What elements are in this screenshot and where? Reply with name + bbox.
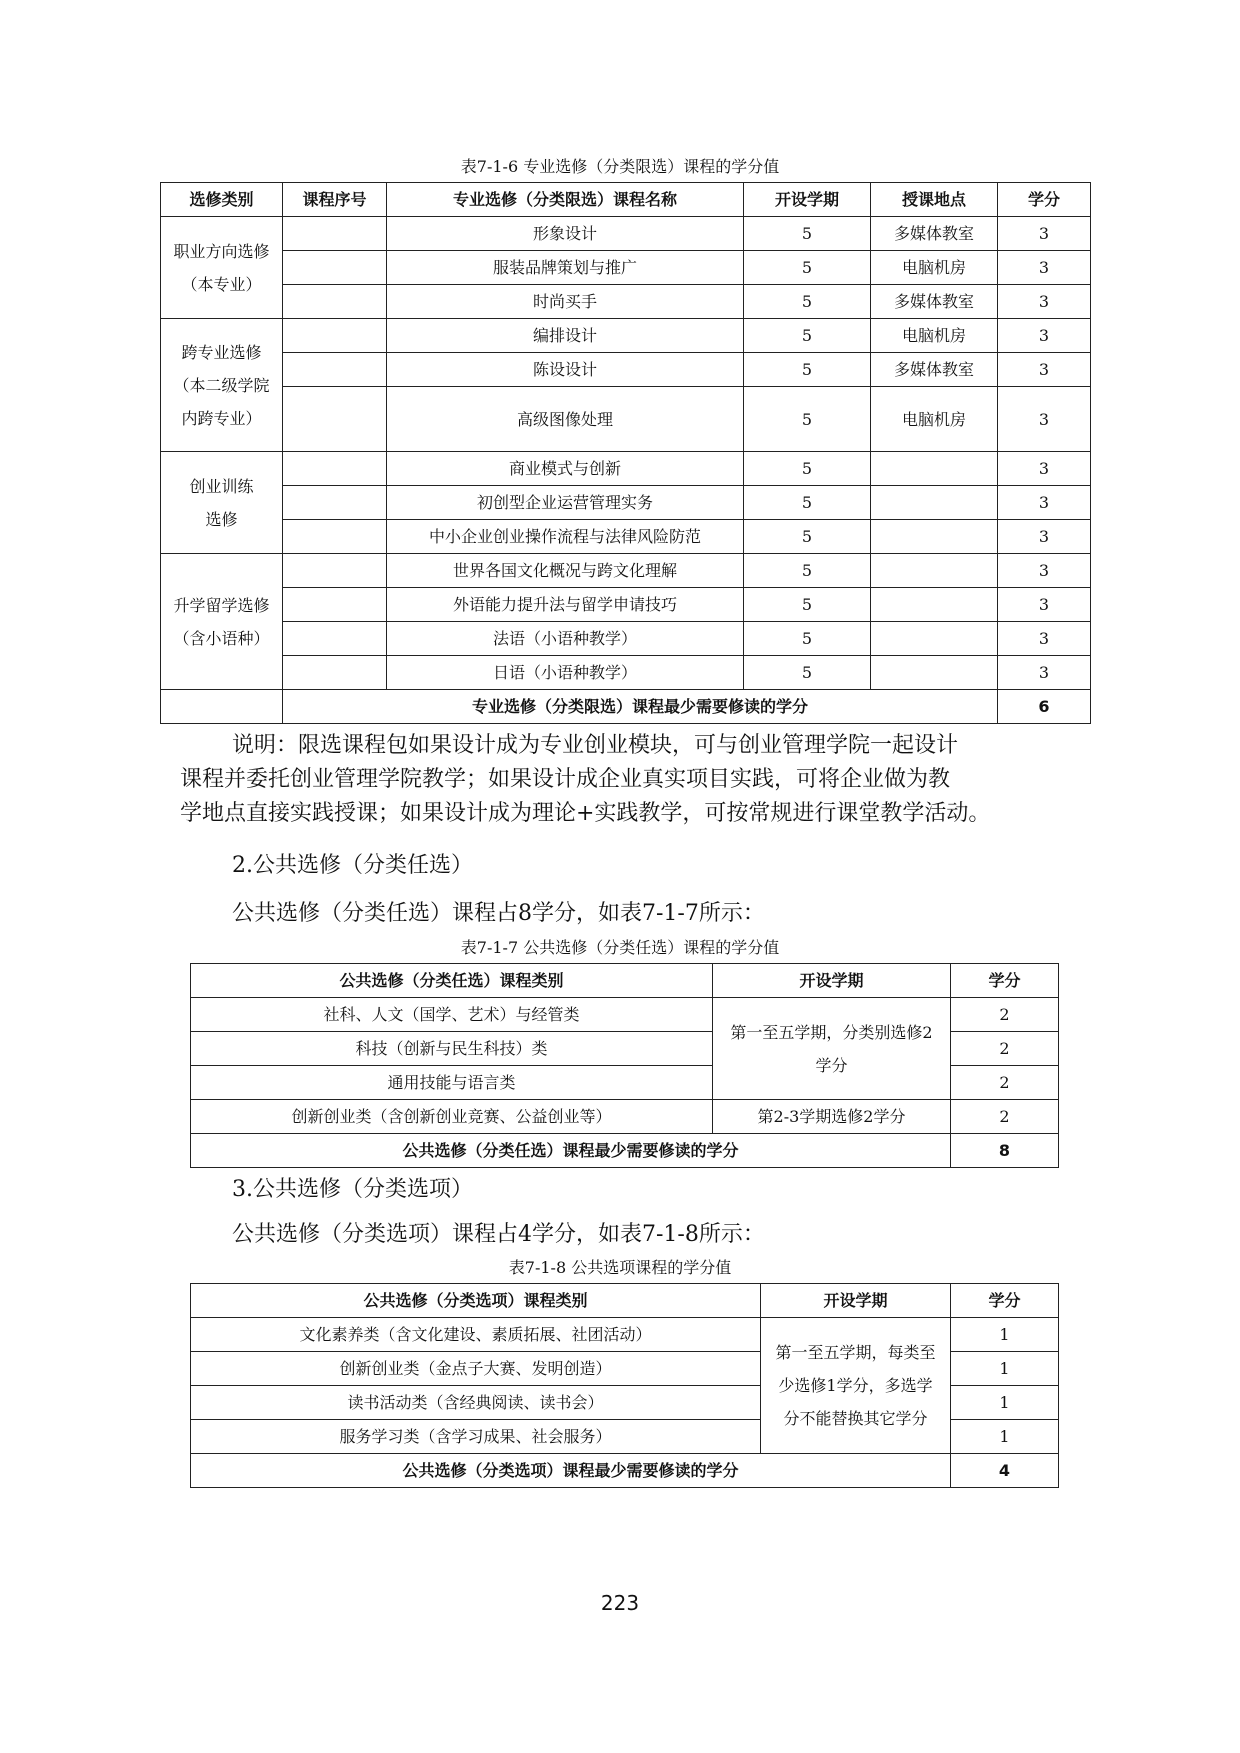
table3-header-cell: 开设学期: [761, 1284, 951, 1318]
credit-cell: 3: [998, 452, 1091, 486]
course-number-cell: [283, 387, 387, 452]
course-name-cell: 初创型企业运营管理实务: [387, 486, 744, 520]
credit-cell: 3: [998, 251, 1091, 285]
course-name-cell: 商业模式与创新: [387, 452, 744, 486]
table3-header-cell: 公共选修（分类选项）课程类别: [191, 1284, 761, 1318]
term-cell: 5: [744, 622, 871, 656]
category-cell: 文化素养类（含文化建设、素质拓展、社团活动）: [191, 1318, 761, 1352]
place-cell: 电脑机房: [871, 387, 998, 452]
table3-caption: 表7-1-8 公共选项课程的学分值: [508, 1258, 732, 1277]
place-cell: 电脑机房: [871, 251, 998, 285]
place-cell: [871, 554, 998, 588]
credit-cell: 3: [998, 554, 1091, 588]
credit-cell: 3: [998, 622, 1091, 656]
credit-cell: 3: [998, 387, 1091, 452]
table1-header-cell: 专业选修（分类限选）课程名称: [387, 183, 744, 217]
table1-header-cell: 学分: [998, 183, 1091, 217]
table-row: [161, 622, 1091, 656]
note-line-2: 课程并委托创业管理学院教学；如果设计成企业真实项目实践，可将企业做为教: [180, 767, 951, 792]
category-cell: 服务学习类（含学习成果、社会服务）: [191, 1420, 761, 1454]
table3-header-row: [191, 1284, 1059, 1318]
table-row: [161, 251, 1091, 285]
term-cell: 5: [744, 520, 871, 554]
term-cell: 第一至五学期，分类别选修2学分: [713, 998, 951, 1100]
term-cell: 5: [744, 217, 871, 251]
category-cell: 跨专业选修（本二级学院内跨专业）: [161, 319, 283, 452]
category-cell: 创业训练选修: [161, 452, 283, 554]
section3-intro: 公共选修（分类选项）课程占4学分，如表7-1-8所示：: [232, 1222, 765, 1247]
section3-heading: 3.公共选修（分类选项）: [232, 1177, 473, 1202]
term-cell: 5: [744, 387, 871, 452]
course-name-cell: 服装品牌策划与推广: [387, 251, 744, 285]
section2-intro: 公共选修（分类任选）课程占8学分，如表7-1-7所示：: [232, 901, 765, 926]
course-number-cell: [283, 520, 387, 554]
table-row: [161, 452, 1091, 486]
category-cell: 通用技能与语言类: [191, 1066, 713, 1100]
table-row: [161, 588, 1091, 622]
table-row: [161, 319, 1091, 353]
term-cell: 5: [744, 656, 871, 690]
table2-header-row: [191, 964, 1059, 998]
course-number-cell: [283, 217, 387, 251]
section2-heading: 2.公共选修（分类任选）: [232, 853, 473, 878]
total-value: 4: [951, 1454, 1059, 1488]
credit-cell: 1: [951, 1352, 1059, 1386]
course-name-cell: 高级图像处理: [387, 387, 744, 452]
course-number-cell: [283, 251, 387, 285]
table1-header-cell: 选修类别: [161, 183, 283, 217]
table1-header-cell: 课程序号: [283, 183, 387, 217]
course-name-cell: 形象设计: [387, 217, 744, 251]
course-name-cell: 时尚买手: [387, 285, 744, 319]
table2-total-row: [191, 1134, 1059, 1168]
term-cell: 第一至五学期，每类至少选修1学分，多选学分不能替换其它学分: [761, 1318, 951, 1454]
credit-cell: 1: [951, 1420, 1059, 1454]
table-row: [161, 554, 1091, 588]
table3-header-cell: 学分: [951, 1284, 1059, 1318]
course-name-cell: 外语能力提升法与留学申请技巧: [387, 588, 744, 622]
total-label: 专业选修（分类限选）课程最少需要修读的学分: [283, 690, 998, 724]
table-row: [161, 217, 1091, 251]
total-value: 6: [998, 690, 1091, 724]
category-cell: 科技（创新与民生科技）类: [191, 1032, 713, 1066]
table2-header-cell: 开设学期: [713, 964, 951, 998]
table1-total-row: [161, 690, 1091, 724]
credit-cell: 3: [998, 353, 1091, 387]
table-row: [161, 486, 1091, 520]
course-name-cell: 法语（小语种教学）: [387, 622, 744, 656]
place-cell: [871, 452, 998, 486]
table-row: [191, 1100, 1059, 1134]
credit-cell: 3: [998, 486, 1091, 520]
table-row: [161, 353, 1091, 387]
credit-cell: 3: [998, 217, 1091, 251]
table1: [160, 182, 1091, 724]
table2-header-cell: 公共选修（分类任选）课程类别: [191, 964, 713, 998]
term-cell: 5: [744, 588, 871, 622]
category-cell: 升学留学选修（含小语种）: [161, 554, 283, 690]
credit-cell: 3: [998, 588, 1091, 622]
table1-header-cell: 开设学期: [744, 183, 871, 217]
course-number-cell: [283, 353, 387, 387]
table-row: [191, 998, 1059, 1032]
term-cell: 5: [744, 486, 871, 520]
empty-cell: [161, 690, 283, 724]
total-label: 公共选修（分类选项）课程最少需要修读的学分: [191, 1454, 951, 1488]
table2-header-cell: 学分: [951, 964, 1059, 998]
term-cell: 5: [744, 319, 871, 353]
course-number-cell: [283, 656, 387, 690]
course-number-cell: [283, 554, 387, 588]
term-cell: 5: [744, 554, 871, 588]
table1-caption: 表7-1-6 专业选修（分类限选）课程的学分值: [460, 157, 780, 176]
credit-cell: 3: [998, 285, 1091, 319]
credit-cell: 1: [951, 1318, 1059, 1352]
table1-header-row: [161, 183, 1091, 217]
place-cell: [871, 520, 998, 554]
course-number-cell: [283, 285, 387, 319]
table-row: [161, 656, 1091, 690]
course-name-cell: 中小企业创业操作流程与法律风险防范: [387, 520, 744, 554]
place-cell: [871, 486, 998, 520]
table1-header-cell: 授课地点: [871, 183, 998, 217]
table3-total-row: [191, 1454, 1059, 1488]
page-number: 223: [600, 1591, 640, 1615]
place-cell: [871, 622, 998, 656]
course-name-cell: 日语（小语种教学）: [387, 656, 744, 690]
course-number-cell: [283, 486, 387, 520]
credit-cell: 2: [951, 998, 1059, 1032]
category-cell: 职业方向选修（本专业）: [161, 217, 283, 319]
place-cell: 多媒体教室: [871, 217, 998, 251]
course-number-cell: [283, 452, 387, 486]
category-cell: 读书活动类（含经典阅读、读书会）: [191, 1386, 761, 1420]
category-cell: 创新创业类（含创新创业竞赛、公益创业等）: [191, 1100, 713, 1134]
table-row: [161, 520, 1091, 554]
credit-cell: 2: [951, 1066, 1059, 1100]
term-cell: 5: [744, 251, 871, 285]
term-cell: 5: [744, 452, 871, 486]
category-cell: 创新创业类（金点子大赛、发明创造）: [191, 1352, 761, 1386]
credit-cell: 2: [951, 1100, 1059, 1134]
note-line-1: 说明：限选课程包如果设计成为专业创业模块，可与创业管理学院一起设计: [232, 733, 959, 758]
term-cell: 5: [744, 353, 871, 387]
table-row: [161, 387, 1091, 452]
credit-cell: 3: [998, 520, 1091, 554]
term-cell: 第2-3学期选修2学分: [713, 1100, 951, 1134]
table3: [190, 1283, 1059, 1488]
credit-cell: 3: [998, 319, 1091, 353]
place-cell: 多媒体教室: [871, 353, 998, 387]
place-cell: [871, 588, 998, 622]
total-label: 公共选修（分类任选）课程最少需要修读的学分: [191, 1134, 951, 1168]
note-line-3: 学地点直接实践授课；如果设计成为理论+实践教学，可按常规进行课堂教学活动。: [180, 801, 991, 826]
course-number-cell: [283, 622, 387, 656]
credit-cell: 1: [951, 1386, 1059, 1420]
place-cell: 电脑机房: [871, 319, 998, 353]
term-cell: 5: [744, 285, 871, 319]
course-number-cell: [283, 588, 387, 622]
place-cell: 多媒体教室: [871, 285, 998, 319]
place-cell: [871, 656, 998, 690]
table2-caption: 表7-1-7 公共选修（分类任选）课程的学分值: [460, 938, 780, 957]
category-cell: 社科、人文（国学、艺术）与经管类: [191, 998, 713, 1032]
total-value: 8: [951, 1134, 1059, 1168]
course-number-cell: [283, 319, 387, 353]
course-name-cell: 编排设计: [387, 319, 744, 353]
credit-cell: 2: [951, 1032, 1059, 1066]
course-name-cell: 陈设设计: [387, 353, 744, 387]
credit-cell: 3: [998, 656, 1091, 690]
course-name-cell: 世界各国文化概况与跨文化理解: [387, 554, 744, 588]
table-row: [191, 1318, 1059, 1352]
table-row: [161, 285, 1091, 319]
table2: [190, 963, 1059, 1168]
